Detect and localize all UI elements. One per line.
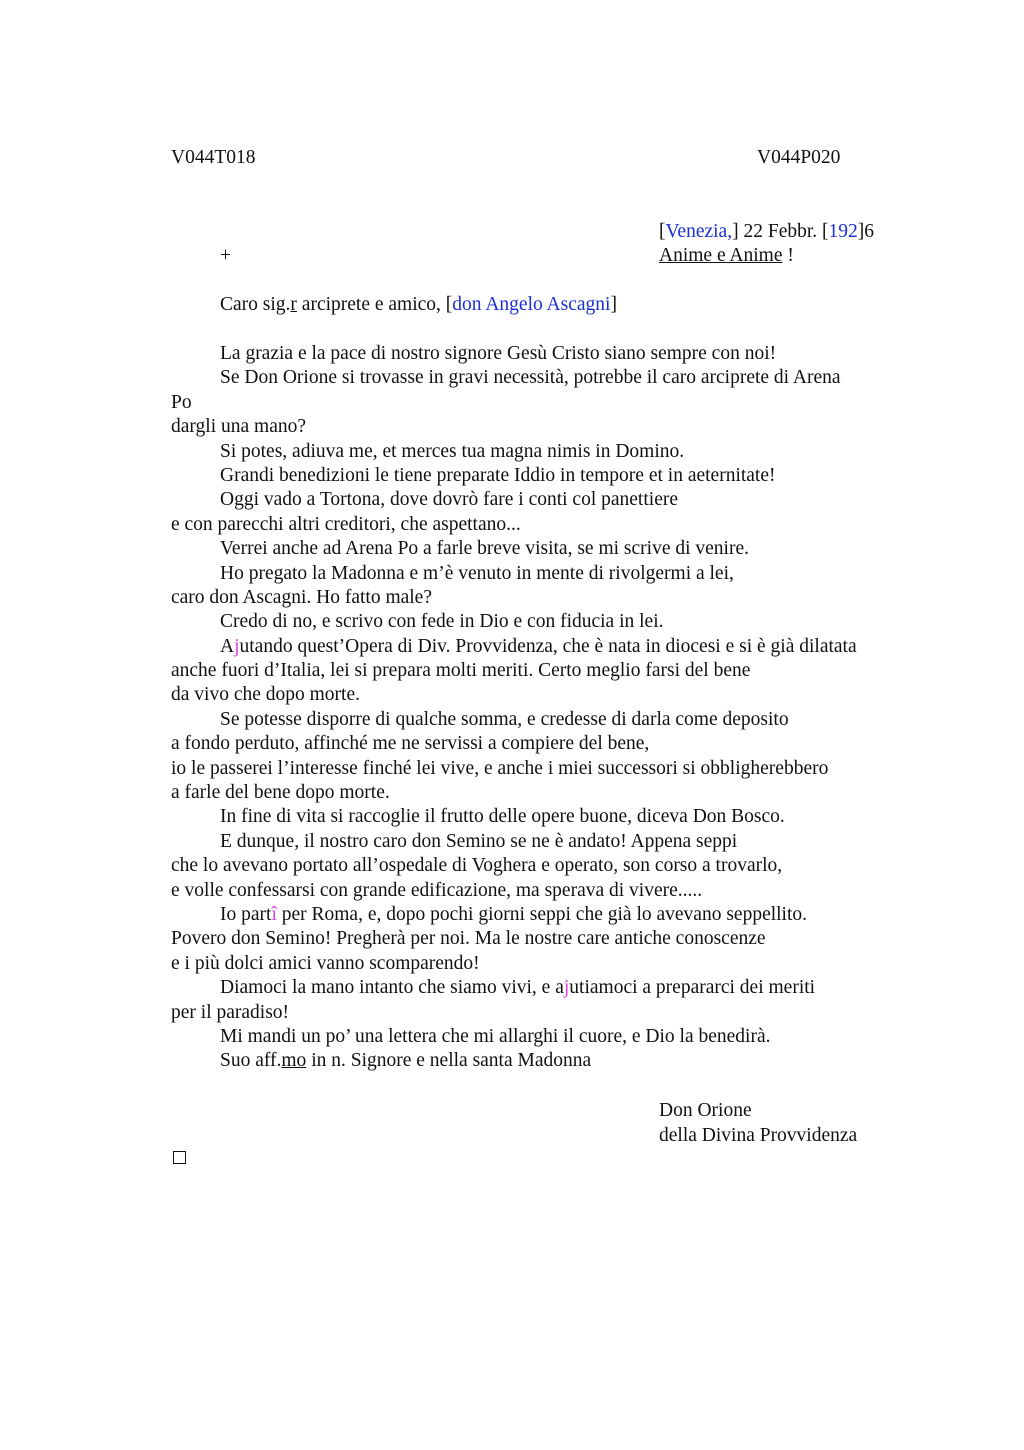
body-text: utiamoci a prepararci dei meriti (569, 977, 816, 999)
dateline-year-close: ] (857, 221, 865, 242)
body-text: Io part (220, 903, 272, 925)
signature-name: Don Orione (659, 1100, 752, 1121)
body-line (171, 635, 931, 659)
body-text: in n. Signore e nella santa Madonna (306, 1050, 592, 1072)
body-line: Po (171, 391, 192, 413)
body-line: Si potes, adiuva me, et merces tua magna nimis in Domino. (220, 440, 685, 462)
dateline-place: Venezia, (665, 221, 733, 242)
body-line: dargli una mano? (171, 416, 307, 438)
signature-title: della Divina Provvidenza (659, 1125, 858, 1146)
body-line: a fondo perduto, affinché me ne servissi a compiere del bene, (171, 733, 650, 755)
dateline-open-bracket: [ (659, 221, 666, 242)
dateline-year-digit: 6 (864, 221, 875, 242)
body-line: Verrei anche ad Arena Po a farle breve visita, se mi scrive di venire. (220, 538, 749, 560)
body-line: Grandi benedizioni le tiene preparate Iddio in tempore et in aeternitate! (220, 464, 776, 486)
body-line: Se Don Orione si trovasse in gravi necessità, potrebbe il caro arciprete di Arena (220, 367, 841, 389)
salutation-middle: arciprete e amico, [ (296, 294, 453, 315)
body-text: Diamoci la mano intanto che siamo vivi, e a (220, 977, 564, 999)
body-line: e volle confessarsi con grande edificazione, ma sperava di vivere..... (171, 879, 703, 901)
dateline-year-editorial: 192 (828, 221, 858, 242)
body-text: A (220, 635, 235, 657)
dateline-close-bracket: ] (732, 221, 739, 242)
body-line: che lo avevano portato all’ospedale di Voghera e operato, son corso a trovarlo, (171, 855, 783, 877)
body-line: Povero don Semino! Pregherà per noi. Ma le nostre care antiche conoscenze (171, 928, 766, 950)
body-line: e i più dolci amici vanno scomparendo! (171, 952, 480, 974)
body-line: a farle del bene dopo morte. (171, 782, 390, 804)
motto-text: Anime e Anime (659, 245, 783, 266)
salutation-abbr: r (290, 294, 297, 315)
end-marker-box (173, 1151, 186, 1164)
closing-line (171, 1049, 931, 1073)
body-line: Mi mandi un po’ una lettera che mi allarghi il cuore, e Dio la benedirà. (220, 1025, 771, 1047)
body-line: Oggi vado a Tortona, dove dovrò fare i conti col panettiere (220, 489, 678, 511)
salutation-prefix: Caro sig. (220, 294, 291, 315)
body-line: da vivo che dopo morte. (171, 684, 360, 706)
body-text: Suo aff. (220, 1050, 282, 1072)
body-line: io le passerei l’interesse finché lei vive, e anche i miei successori si obbligherebbero (171, 757, 829, 779)
editorial-correction: j (234, 635, 240, 657)
header-right-code: V044P020 (757, 147, 841, 168)
motto (659, 244, 794, 268)
salutation-suffix: ] (610, 294, 617, 315)
salutation-recipient-name: don Angelo Ascagni (452, 294, 611, 315)
body-line: per il paradiso! (171, 1001, 290, 1023)
body-line: Credo di no, e scrivo con fede in Dio e con fiducia in lei. (220, 611, 664, 633)
body-line: In fine di vita si raccoglie il frutto delle opere buone, diceva Don Bosco. (220, 806, 785, 828)
body-line (171, 903, 931, 927)
closing-abbr: mo (281, 1050, 307, 1072)
dateline-date: 22 Febbr. (738, 221, 823, 242)
body-line: caro don Ascagni. Ho fatto male? (171, 586, 432, 608)
dateline-year-open: [ (822, 221, 829, 242)
body-line: E dunque, il nostro caro don Semino se ne è andato! Appena seppi (220, 830, 738, 852)
body-line (171, 976, 931, 1000)
body-line: Se potesse disporre di qualche somma, e credesse di darla come deposito (220, 708, 789, 730)
salutation (220, 293, 617, 317)
editorial-correction: j (563, 977, 570, 999)
body-line: La grazia e la pace di nostro signore Gesù Cristo siano sempre con noi! (220, 343, 777, 364)
editorial-correction: î (271, 903, 277, 925)
body-line: e con parecchi altri creditori, che aspettano... (171, 513, 521, 535)
header-left-code: V044T018 (171, 147, 256, 168)
body-text: utando quest’Opera di Div. Provvidenza, che è nata in diocesi e si è già dilatata (239, 635, 857, 657)
body-line: Ho pregato la Madonna e m’è venuto in mente di rivolgermi a lei, (220, 562, 734, 584)
letter-body (171, 342, 931, 1074)
dateline (659, 220, 874, 244)
body-line: anche fuori d’Italia, lei si prepara molti meriti. Certo meglio farsi del bene (171, 660, 751, 682)
body-text: per Roma, e, dopo pochi giorni seppi che già lo avevano seppellito. (276, 903, 808, 925)
motto-suffix: ! (782, 245, 794, 266)
cross-symbol: + (220, 245, 231, 266)
